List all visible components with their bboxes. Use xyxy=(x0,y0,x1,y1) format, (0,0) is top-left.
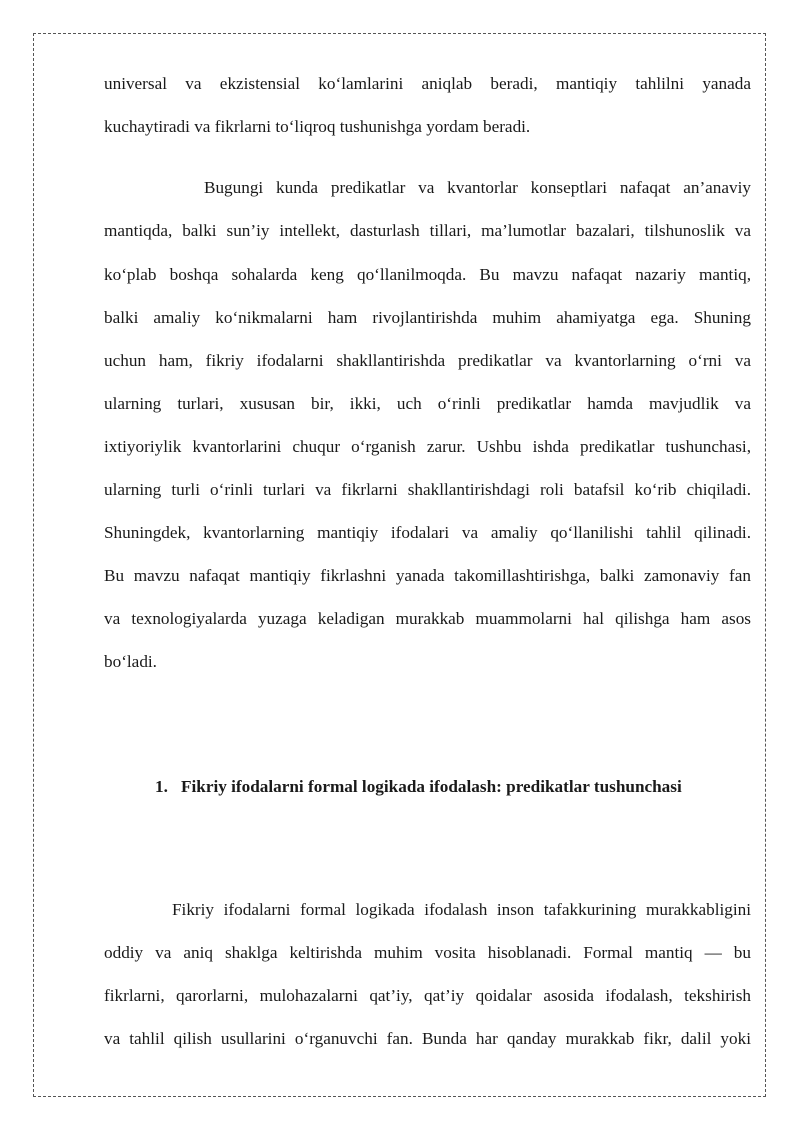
text-line: Fikriy ifodalarni formal logikada ifodalash inson tafakkurining murakkabligini xyxy=(172,900,751,919)
text-line: ixtiyoriylik kvantorlarini chuqur o‘rganish zarur. Ushbu ishda predikatlar tushunchasi, xyxy=(104,437,751,456)
text-line: Bugungi kunda predikatlar va kvantorlar konseptlari nafaqat an’anaviy xyxy=(204,178,751,197)
text-line: va tahlil qilish usullarini o‘rganuvchi fan. Bunda har qanday murakkab fikr, dalil yoki xyxy=(104,1029,751,1048)
section-title: Fikriy ifodalarni formal logikada ifodalash: predikatlar tushunchasi xyxy=(181,777,682,796)
text-line: kuchaytiradi va fikrlarni to‘liqroq tushunishga yordam beradi. xyxy=(104,117,531,136)
text-line: oddiy va aniq shaklga keltirishda muhim vosita hisoblanadi. Formal mantiq — bu xyxy=(104,943,751,962)
text-line: fikrlarni, qarorlarni, mulohazalarni qat’iy, qat’iy qoidalar asosida ifodalash, tekshirish xyxy=(104,986,751,1005)
text-line: mantiqda, balki sun’iy intellekt, dasturlash tillari, ma’lumotlar bazalari, tilshunoslik va xyxy=(104,221,751,240)
text-line: balki amaliy ko‘nikmalarni ham rivojlantirishda muhim ahamiyatga ega. Shuning xyxy=(104,308,751,327)
text-line: ularning turlari, xususan bir, ikki, uch o‘rinli predikatlar hamda mavjudlik va xyxy=(104,394,751,413)
text-line: va texnologiyalarda yuzaga keladigan murakkab muammolarni hal qilishga ham asos xyxy=(104,609,751,628)
text-line: ko‘plab boshqa sohalarda keng qo‘llanilmoqda. Bu mavzu nafaqat nazariy mantiq, xyxy=(104,265,751,284)
section-heading xyxy=(104,773,751,801)
text-line: uchun ham, fikriy ifodalarni shakllantirishda predikatlar va kvantorlarning o‘rni va xyxy=(104,351,751,370)
text-line: bo‘ladi. xyxy=(104,652,157,671)
text-line: ularning turli o‘rinli turlari va fikrlarni shakllantirishdagi roli batafsil ko‘rib chiqiladi. xyxy=(104,480,751,499)
text-line: Bu mavzu nafaqat mantiqiy fikrlashni yanada takomillashtirishga, balki zamonaviy fan xyxy=(104,566,751,585)
text-line: Shuningdek, kvantorlarning mantiqiy ifodalari va amaliy qo‘llanilishi tahlil qilinadi. xyxy=(104,523,751,542)
text-line: universal va ekzistensial ko‘lamlarini aniqlab beradi, mantiqiy tahlilni yanada xyxy=(104,74,751,93)
section-number: 1. xyxy=(155,777,168,796)
